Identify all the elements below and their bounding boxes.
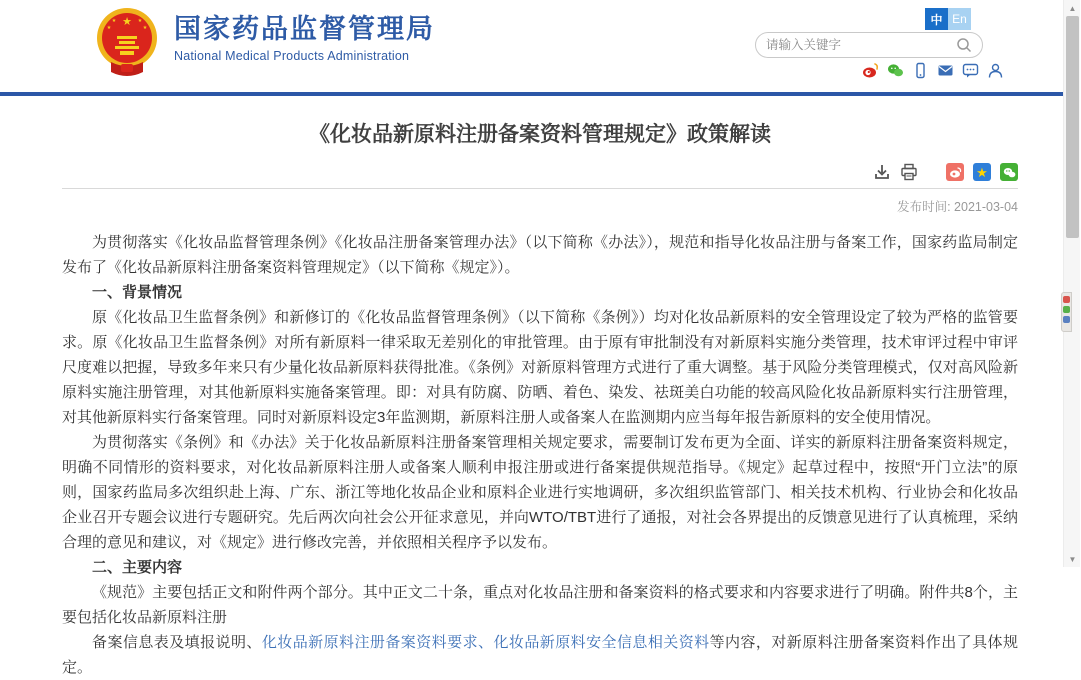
social-icon-row [862, 62, 1004, 79]
publish-date-value: 2021-03-04 [954, 200, 1018, 214]
publish-date-row [62, 197, 1018, 215]
svg-text:★: ★ [142, 25, 148, 31]
svg-text:★: ★ [137, 18, 143, 24]
language-toggle [925, 8, 971, 30]
national-emblem-logo [94, 6, 160, 78]
article-container [0, 121, 1080, 680]
article-paragraph [62, 630, 1018, 680]
search-icon[interactable] [956, 37, 972, 53]
site-title-en: National Medical Products Administration [174, 49, 410, 63]
mobile-icon[interactable] [912, 62, 929, 79]
search-box[interactable] [755, 32, 983, 58]
title-divider [62, 188, 1018, 189]
article-paragraph: 为贯彻落实《条例》和《办法》关于化妆品新原料注册备案管理相关规定要求，需要制订发布更为全面、详实的新原料注册备案资料规定，明确不同情形的资料要求，对化妆品新原料注册人或备案人顺利申报注册或进行备案提供规范指导。《规定》起草过程中，按照“开门立法”的原则，国家药监局多次组织赴上海、广东、浙江等地化妆品企业和原料企业进行实地调研，多次组织监管部门、相关技术机构、行业协会和化妆品企业召开专题会议进行专题研究。先后两次向社会公开征求意见，并向WTO/TBT进行了通报，对社会各界提出的反馈意见进行了认真梳理，采纳合理的意见和建议，对《规定》进行修改完善，并依照相关程序予以发布。 [62, 434, 1018, 551]
svg-text:★: ★ [111, 18, 117, 24]
article-section-heading: 一、背景情况 [92, 284, 183, 301]
site-title-zh: 国家药品监督管理局 [174, 14, 435, 44]
wechat-icon[interactable] [887, 62, 904, 79]
scrollbar-up-arrow[interactable]: ▲ [1068, 3, 1077, 13]
header-divider-bar [0, 92, 1080, 96]
floating-widget[interactable] [1061, 292, 1072, 332]
scrollbar-down-arrow[interactable]: ▼ [1068, 554, 1077, 564]
share-weibo-icon[interactable] [946, 163, 964, 181]
article-tools-row [62, 162, 1018, 182]
weibo-icon[interactable] [862, 62, 879, 79]
text-segment: 备案信息表及填报说明、 [92, 634, 262, 651]
svg-text:★: ★ [122, 16, 132, 28]
print-icon[interactable] [900, 163, 918, 181]
floating-widget-dot [1063, 296, 1070, 303]
download-icon[interactable] [873, 163, 891, 181]
article-paragraph: 原《化妆品卫生监督条例》和新修订的《化妆品监督管理条例》（以下简称《条例》）均对化妆品新原料的安全管理设定了较为严格的监管要求。原《化妆品卫生监督条例》对所有新原料一律采取无差别化的审批管理。由于原有审批制没有对新原料实施分类管理，技术审评过程中审评尺度难以把握，导致多年来只有少量化妆品新原料获得批准。《条例》对新原料管理方式进行了重大调整。基于风险分类管理模式，仅对高风险新原料实施注册管理，对其他新原料实施备案管理。即：对具有防腐、防晒、着色、染发、祛斑美白功能的较高风险化妆品新原料实行注册管理，对其他新原料实行备案管理。同时对新原料设定3年监测期，新原料注册人或备案人在监测期内应当每年报告新原料的安全使用情况。 [62, 309, 1018, 426]
search-input[interactable] [766, 38, 956, 52]
article-body [62, 230, 1018, 680]
share-wechat-icon[interactable] [1000, 163, 1018, 181]
article-paragraph: 为贯彻落实《化妆品监督管理条例》《化妆品注册备案管理办法》（以下简称《办法》），规范和指导化妆品注册与备案工作，国家药监局制定发布了《化妆品新原料注册备案资料管理规定》（以下简称《规定》）。 [62, 234, 1018, 276]
scrollbar-thumb[interactable] [1066, 16, 1079, 238]
floating-widget-dot [1063, 306, 1070, 313]
svg-text:★: ★ [106, 25, 112, 31]
article-paragraph: 《规范》主要包括正文和附件两个部分。其中正文二十条，重点对化妆品注册和备案资料的格式要求和内容要求进行了明确。附件共8个，主要包括化妆品新原料注册 [62, 584, 1018, 626]
site-header [0, 0, 1080, 92]
message-icon[interactable] [962, 62, 979, 79]
lang-zh-button[interactable]: 中 [925, 8, 948, 30]
text-segment: 等内容，对新原料注册备案资料作出了具体规定。 [62, 634, 1018, 676]
share-qzone-icon[interactable]: ★ [973, 163, 991, 181]
lang-en-button[interactable]: En [948, 8, 971, 30]
article-title: 《化妆品新原料注册备案资料管理规定》政策解读 [309, 123, 771, 146]
article-section-heading: 二、主要内容 [92, 559, 183, 576]
scrollbar[interactable] [1063, 0, 1080, 567]
user-icon[interactable] [987, 62, 1004, 79]
inline-link[interactable]: 化妆品新原料注册备案资料要求、化妆品新原料安全信息相关资料 [261, 634, 710, 651]
publish-date-label: 发布时间: [897, 200, 951, 214]
site-title-block [174, 13, 435, 63]
floating-widget-dot [1063, 316, 1070, 323]
mail-icon[interactable] [937, 62, 954, 79]
